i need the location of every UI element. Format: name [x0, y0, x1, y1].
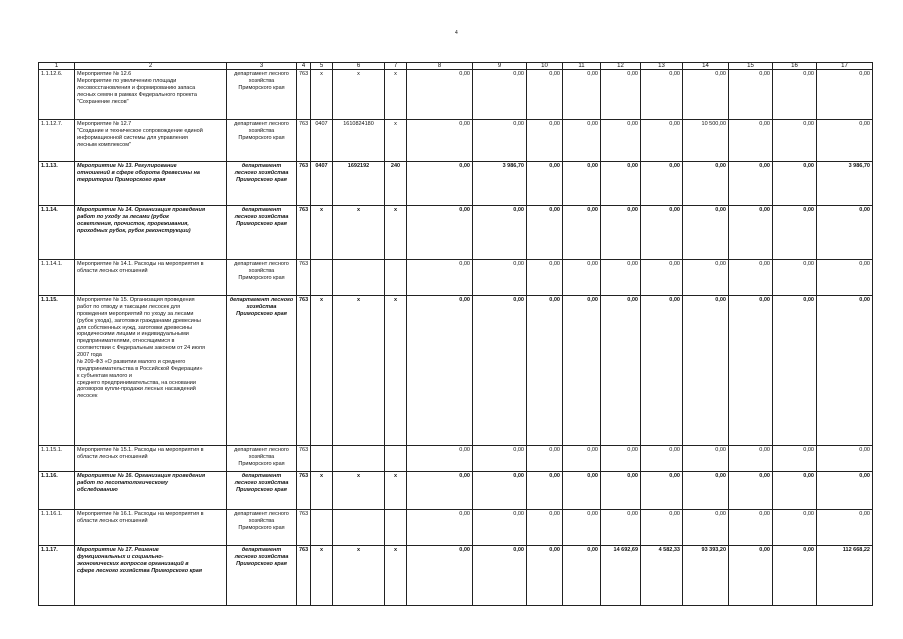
amount-cell: 0,00 [563, 296, 601, 446]
row-description: Мероприятие № 12.7 "Создание и техническое сопровождение единой информационной системы для управления лесным комплексом" [75, 120, 227, 162]
row-code-6: x [333, 296, 385, 446]
amount-cell: 0,00 [641, 472, 683, 510]
amount-cell: 0,00 [527, 206, 563, 260]
row-code-5 [311, 510, 333, 546]
table-row [39, 206, 873, 260]
amount-cell: 0,00 [563, 206, 601, 260]
table-row [39, 510, 873, 546]
row-code-6: x [333, 206, 385, 260]
amount-cell: 0,00 [729, 70, 773, 120]
column-number: 11 [563, 63, 601, 70]
amount-cell: 0,00 [601, 206, 641, 260]
amount-cell: 0,00 [683, 260, 729, 296]
row-code-6 [333, 510, 385, 546]
amount-cell: 0,00 [773, 510, 817, 546]
amount-cell: 0,00 [729, 296, 773, 446]
column-number: 8 [407, 63, 473, 70]
column-number: 16 [773, 63, 817, 70]
row-code-7: x [385, 546, 407, 606]
amount-cell: 0,00 [473, 206, 527, 260]
amount-cell: 0,00 [773, 70, 817, 120]
amount-cell: 0,00 [407, 162, 473, 206]
amount-cell: 0,00 [601, 260, 641, 296]
row-description: Мероприятие № 12.6 Мероприятие по увеличению площади лесовосстановления и формированию запаса лесных семян в рамках Федерального проекта "Сохранение лесов" [75, 70, 227, 120]
amount-cell: 0,00 [729, 206, 773, 260]
amount-cell: 4 582,33 [641, 546, 683, 606]
row-description: Мероприятие № 14.1. Расходы на мероприятия в области лесных отношений [75, 260, 227, 296]
row-code-7 [385, 446, 407, 472]
row-code-7: x [385, 472, 407, 510]
amount-cell: 0,00 [473, 446, 527, 472]
row-code-7: x [385, 296, 407, 446]
amount-cell: 0,00 [817, 70, 873, 120]
amount-cell: 0,00 [527, 510, 563, 546]
column-numbers-row [39, 63, 873, 70]
row-description: Мероприятие № 16. Организация проведения работ по лесопатологическому обследованию [75, 472, 227, 510]
row-department: департамент лесного хозяйства Приморского края [227, 260, 297, 296]
amount-cell: 0,00 [527, 70, 563, 120]
column-number: 2 [75, 63, 227, 70]
row-department: департамент лесного хозяйства Приморского края [227, 162, 297, 206]
amount-cell: 0,00 [683, 162, 729, 206]
amount-cell: 0,00 [773, 546, 817, 606]
row-code-7: x [385, 206, 407, 260]
table-row [39, 260, 873, 296]
table-row [39, 120, 873, 162]
row-department: департамент лесного хозяйства Приморского края [227, 446, 297, 472]
column-number: 14 [683, 63, 729, 70]
amount-cell: 0,00 [641, 120, 683, 162]
row-code-6 [333, 260, 385, 296]
column-number: 4 [297, 63, 311, 70]
row-id: 1.1.12.6. [39, 70, 75, 120]
amount-cell: 0,00 [527, 472, 563, 510]
row-code-5: x [311, 206, 333, 260]
amount-cell: 0,00 [641, 510, 683, 546]
row-department: департамент лесного хозяйства Приморского края [227, 510, 297, 546]
amount-cell: 0,00 [683, 296, 729, 446]
row-id: 1.1.15.1. [39, 446, 75, 472]
column-number: 13 [641, 63, 683, 70]
amount-cell: 0,00 [473, 260, 527, 296]
table-row [39, 162, 873, 206]
row-code-6: 1610824180 [333, 120, 385, 162]
amount-cell: 0,00 [563, 162, 601, 206]
amount-cell: 0,00 [527, 296, 563, 446]
amount-cell: 0,00 [473, 70, 527, 120]
row-department: департамент лесного хозяйства Приморского края [227, 120, 297, 162]
amount-cell: 3 986,70 [473, 162, 527, 206]
amount-cell: 0,00 [563, 70, 601, 120]
amount-cell: 0,00 [407, 546, 473, 606]
amount-cell: 0,00 [729, 446, 773, 472]
amount-cell: 0,00 [729, 162, 773, 206]
row-id: 1.1.15. [39, 296, 75, 446]
row-id: 1.1.13. [39, 162, 75, 206]
amount-cell: 0,00 [817, 206, 873, 260]
amount-cell: 0,00 [773, 260, 817, 296]
column-number: 9 [473, 63, 527, 70]
amount-cell: 0,00 [527, 446, 563, 472]
amount-cell: 0,00 [527, 546, 563, 606]
amount-cell: 0,00 [817, 446, 873, 472]
amount-cell: 0,00 [473, 546, 527, 606]
amount-cell: 0,00 [563, 446, 601, 472]
amount-cell: 0,00 [683, 510, 729, 546]
amount-cell: 0,00 [563, 260, 601, 296]
row-description: Мероприятие № 17. Решение функциональных и социально- экономических вопросов организаций в сфере лесного хозяйства Приморского края [75, 546, 227, 606]
row-description: Мероприятие № 16.1. Расходы на мероприятия в области лесных отношений [75, 510, 227, 546]
amount-cell: 0,00 [407, 120, 473, 162]
column-number: 3 [227, 63, 297, 70]
row-code-4: 763 [297, 546, 311, 606]
table-row [39, 446, 873, 472]
amount-cell: 0,00 [641, 162, 683, 206]
row-code-4: 763 [297, 260, 311, 296]
table-row [39, 296, 873, 446]
amount-cell: 0,00 [683, 472, 729, 510]
amount-cell: 0,00 [683, 446, 729, 472]
table-row [39, 546, 873, 606]
amount-cell: 3 986,70 [817, 162, 873, 206]
budget-table [38, 62, 873, 606]
row-id: 1.1.17. [39, 546, 75, 606]
row-description: Мероприятие № 14. Организация проведения работ по уходу за лесами (рубок осветления, прочисток, прореживания, проходных рубок, рубок реконструкции) [75, 206, 227, 260]
amount-cell: 0,00 [407, 260, 473, 296]
amount-cell: 0,00 [773, 446, 817, 472]
amount-cell: 0,00 [729, 546, 773, 606]
amount-cell: 0,00 [407, 510, 473, 546]
amount-cell: 0,00 [773, 162, 817, 206]
column-number: 17 [817, 63, 873, 70]
row-code-5: x [311, 296, 333, 446]
column-number: 6 [333, 63, 385, 70]
amount-cell: 0,00 [773, 472, 817, 510]
amount-cell: 10 500,00 [683, 120, 729, 162]
row-code-7: x [385, 70, 407, 120]
row-code-5 [311, 260, 333, 296]
amount-cell: 0,00 [407, 446, 473, 472]
amount-cell: 0,00 [473, 120, 527, 162]
amount-cell: 0,00 [473, 296, 527, 446]
amount-cell: 0,00 [563, 120, 601, 162]
amount-cell: 0,00 [473, 472, 527, 510]
row-id: 1.1.16.1. [39, 510, 75, 546]
row-code-7 [385, 510, 407, 546]
amount-cell: 0,00 [407, 70, 473, 120]
amount-cell: 0,00 [683, 70, 729, 120]
amount-cell: 0,00 [601, 446, 641, 472]
table-row [39, 472, 873, 510]
row-department: департамент лесного хозяйства Приморского края [227, 296, 297, 446]
amount-cell: 0,00 [773, 296, 817, 446]
amount-cell: 0,00 [683, 206, 729, 260]
row-code-4: 763 [297, 510, 311, 546]
table-body [39, 63, 873, 606]
amount-cell: 0,00 [601, 162, 641, 206]
row-code-4: 763 [297, 446, 311, 472]
row-code-6: 1692192 [333, 162, 385, 206]
row-department: департамент лесного хозяйства Приморского края [227, 546, 297, 606]
row-id: 1.1.16. [39, 472, 75, 510]
row-department: департамент лесного хозяйства Приморского края [227, 70, 297, 120]
amount-cell: 0,00 [601, 70, 641, 120]
row-code-6: x [333, 546, 385, 606]
row-code-4: 763 [297, 70, 311, 120]
row-description: Мероприятие № 13. Регулирование отношений в сфере оборота древесины на территории Приморского края [75, 162, 227, 206]
column-number: 15 [729, 63, 773, 70]
amount-cell: 0,00 [641, 206, 683, 260]
amount-cell: 0,00 [407, 296, 473, 446]
column-number: 5 [311, 63, 333, 70]
amount-cell: 14 692,69 [601, 546, 641, 606]
amount-cell: 0,00 [817, 510, 873, 546]
row-description: Мероприятие № 15. Организация проведения работ по отводу и таксации лесосек для проведения мероприятий по уходу за лесами (рубок ухода), заготовки гражданами древесины для собственных нужд, заготовки древесины юридическими лицами и индивидуальными предпринимателями, относящимися в соответствии с Федеральным законом от 24 июля 2007 года № 209-ФЗ «О развитии малого и среднего предпринимательства в Российской Федерации» к субъектам малого и среднего предпринимательства, на основании договоров купли-продажи лесных насаждений лесосек [75, 296, 227, 446]
row-code-6 [333, 446, 385, 472]
amount-cell: 0,00 [641, 260, 683, 296]
table-row [39, 70, 873, 120]
column-number: 12 [601, 63, 641, 70]
row-code-5: x [311, 472, 333, 510]
row-department: департамент лесного хозяйства Приморского края [227, 472, 297, 510]
column-number: 10 [527, 63, 563, 70]
amount-cell: 0,00 [817, 472, 873, 510]
amount-cell: 0,00 [817, 260, 873, 296]
row-code-6: x [333, 472, 385, 510]
row-description: Мероприятие № 15.1. Расходы на мероприятия в области лесных отношений [75, 446, 227, 472]
row-id: 1.1.14. [39, 206, 75, 260]
row-id: 1.1.12.7. [39, 120, 75, 162]
row-code-5: 0407 [311, 162, 333, 206]
row-code-4: 763 [297, 206, 311, 260]
amount-cell: 0,00 [527, 260, 563, 296]
column-number: 1 [39, 63, 75, 70]
row-code-7: x [385, 120, 407, 162]
amount-cell: 0,00 [473, 510, 527, 546]
amount-cell: 0,00 [527, 162, 563, 206]
row-code-5: 0407 [311, 120, 333, 162]
amount-cell: 0,00 [773, 206, 817, 260]
amount-cell: 0,00 [817, 120, 873, 162]
row-code-4: 763 [297, 120, 311, 162]
amount-cell: 0,00 [563, 472, 601, 510]
amount-cell: 0,00 [407, 472, 473, 510]
amount-cell: 0,00 [527, 120, 563, 162]
row-code-6: x [333, 70, 385, 120]
amount-cell: 0,00 [641, 70, 683, 120]
amount-cell: 0,00 [729, 260, 773, 296]
amount-cell: 0,00 [563, 546, 601, 606]
amount-cell: 93 393,20 [683, 546, 729, 606]
amount-cell: 0,00 [817, 296, 873, 446]
amount-cell: 0,00 [641, 446, 683, 472]
row-id: 1.1.14.1. [39, 260, 75, 296]
row-code-4: 763 [297, 296, 311, 446]
amount-cell: 0,00 [773, 120, 817, 162]
row-code-4: 763 [297, 472, 311, 510]
amount-cell: 0,00 [563, 510, 601, 546]
page-number: 4 [455, 30, 458, 36]
row-code-5: x [311, 546, 333, 606]
amount-cell: 112 668,22 [817, 546, 873, 606]
amount-cell: 0,00 [601, 510, 641, 546]
amount-cell: 0,00 [729, 472, 773, 510]
amount-cell: 0,00 [407, 206, 473, 260]
row-code-4: 763 [297, 162, 311, 206]
amount-cell: 0,00 [601, 120, 641, 162]
row-department: департамент лесного хозяйства Приморского края [227, 206, 297, 260]
row-code-7: 240 [385, 162, 407, 206]
row-code-7 [385, 260, 407, 296]
column-number: 7 [385, 63, 407, 70]
row-code-5 [311, 446, 333, 472]
amount-cell: 0,00 [729, 510, 773, 546]
amount-cell: 0,00 [729, 120, 773, 162]
amount-cell: 0,00 [641, 296, 683, 446]
amount-cell: 0,00 [601, 472, 641, 510]
row-code-5: x [311, 70, 333, 120]
amount-cell: 0,00 [601, 296, 641, 446]
